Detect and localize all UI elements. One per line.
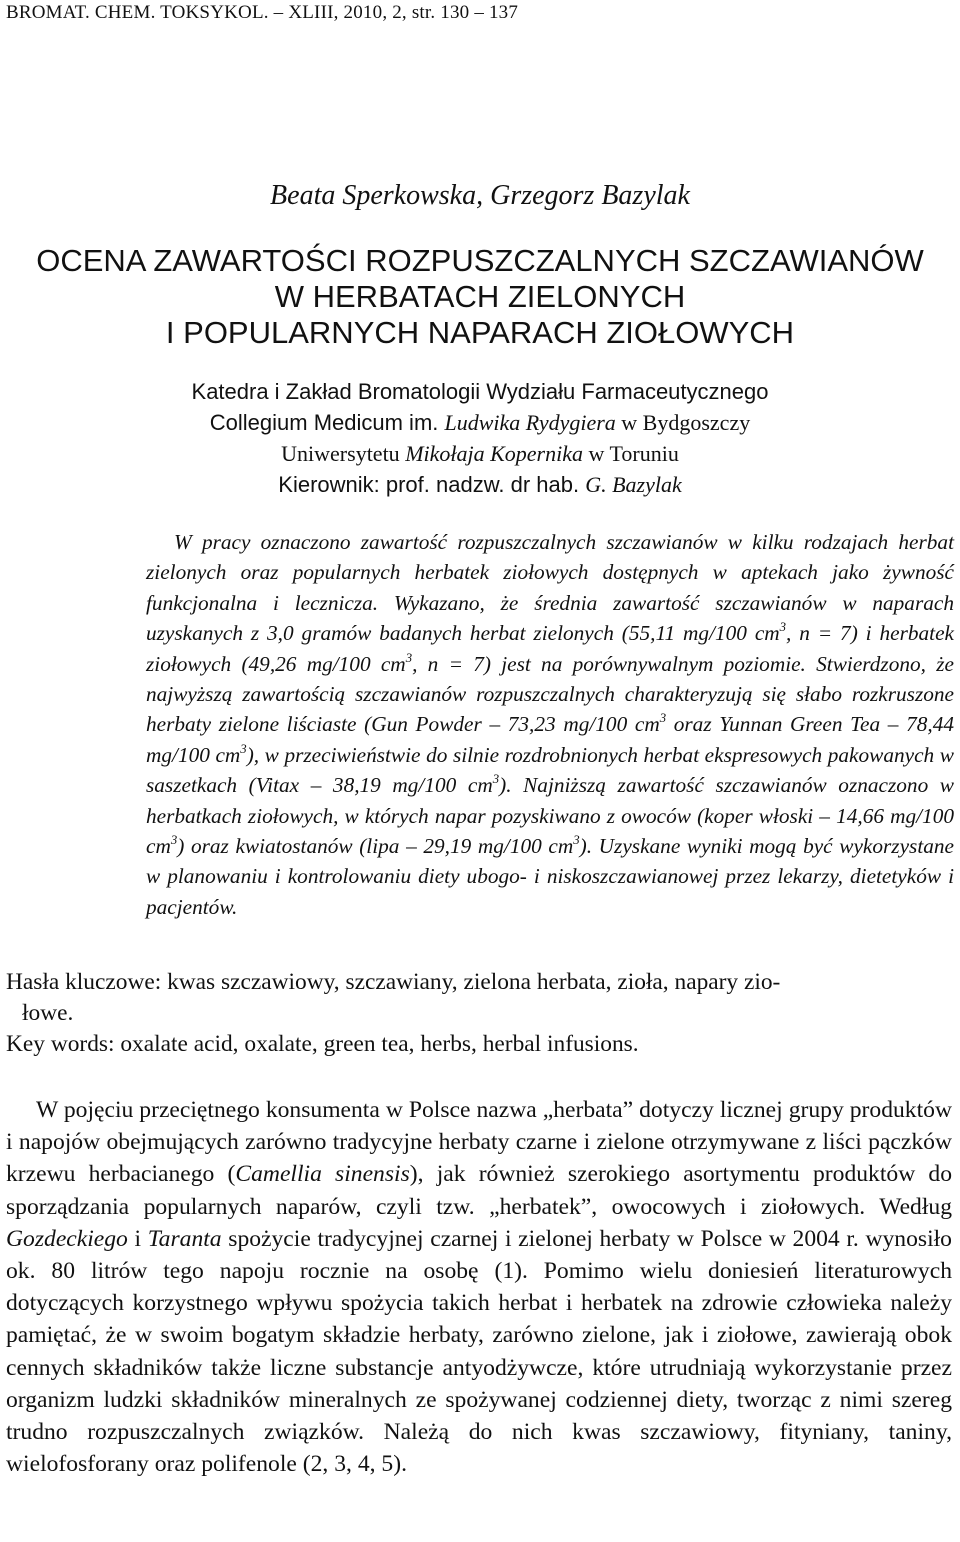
abstract-paragraph	[146, 527, 954, 922]
superscript: 3	[492, 772, 500, 787]
keywords-pl-continuation: łowe.	[22, 1000, 74, 1026]
species-name: Camellia sinensis	[235, 1161, 410, 1188]
head-name: G. Bazylak	[585, 472, 682, 497]
title-line: W HERBATACH ZIELONYCH	[274, 279, 686, 314]
body-text	[6, 1094, 952, 1480]
affiliation-text: Uniwersytetu	[281, 441, 406, 466]
body-paragraph	[6, 1094, 952, 1480]
abstract-text: ). Najniższą zawartość szczawianów oznaczono w herbatkach ziołowych, w których napar pozyskiwano z owoców (koper włoski – 14,66 mg/100 cm	[146, 773, 954, 859]
article-title	[0, 243, 960, 351]
affiliation	[0, 376, 960, 500]
abstract-text: , n = 7) jest na porównywalnym poziomie. Stwierdzono, że najwyższą zawartością szczawianów rozpuszczalnych charakteryzują się słabo rozkruszone herbaty zielone liściaste (Gun Powder – 73,23 mg/100 cm	[146, 651, 954, 737]
affiliation-text: Kierownik: prof. nadzw. dr hab.	[278, 472, 586, 497]
affiliation-line	[0, 469, 960, 500]
superscript: 3	[573, 833, 580, 848]
abstract-text: , n = 7) i herbatek ziołowych (49,26 mg/100 cm	[146, 621, 954, 676]
affiliation-line	[0, 407, 960, 438]
body-text-run: spożycie tradycyjnej czarnej i zielonej herbaty w Polsce w 2004 r. wynosiło ok. 80 litrów tego napoju rocznie na osobę (1). Pomimo wielu doniesień literaturowych dotyczących korzystnego wpływu spożycia takich herbat i herbatek na zdrowie człowieka należy pamiętać, że w swoim bogatym składzie herbaty, zarówno zielone, jak i ziołowe, zawierają obok cennych składników także liczne substancje antyodżywcze, które utrudniają wykorzystanie przez organizm ludzki składników mineralnych ze spożywanej codziennej diety, tworząc z nimi szereg trudno rozpuszczalnych związków. Należą do nich kwas szczawiowy, fityniany, taniny, wielofosforany oraz polifenole (2, 3, 4, 5).	[6, 1225, 952, 1478]
affiliation-text: w Toruniu	[583, 441, 679, 466]
abstract-text: ), w przeciwieństwie do silnie rozdrobnionych herbat ekspresowych pakowanych w saszetkach (Vitax – 38,19 mg/100 cm	[146, 742, 954, 798]
affiliation-line	[0, 438, 960, 469]
abstract-text: ) oraz kwiatostanów (lipa – 29,19 mg/100 cm	[177, 834, 574, 859]
superscript: 3	[170, 833, 178, 848]
superscript: 3	[405, 650, 413, 665]
body-text-run: W pojęciu przeciętnego konsumenta w Polsce nazwa „herbata” dotyczy licznej grupy produktów i napojów obejmujących zarówno tradycyjne herbaty czarne i zielone otrzymywane z liści pączków krzewu herbacianego (	[6, 1097, 952, 1188]
abstract-text: oraz Yunnan Green Tea – 78,44 mg/100 cm	[146, 712, 954, 767]
affiliation-name: Ludwika Rydygiera	[444, 410, 616, 435]
abstract	[146, 527, 954, 922]
affiliation-text: Collegium Medicum im.	[209, 410, 445, 435]
title-line: OCENA ZAWARTOŚCI ROZPUSZCZALNYCH SZCZAWIANÓW	[36, 243, 924, 278]
journal-header: BROMAT. CHEM. TOKSYKOL. – XLIII, 2010, 2, str. 130 – 137	[6, 2, 519, 23]
abstract-text: W pracy oznaczono zawartość rozpuszczalnych szczawianów w kilku rodzajach herbat zielonych oraz popularnych herbatek ziołowych dostępnych w aptekach jako żywność funkcjonalna i lecznicza. Wykazano, że średnia zawartość szczawianów w naparach uzyskanych z 3,0 gramów badanych herbat zielonych (55,11 mg/100 cm	[146, 530, 954, 646]
body-text-run: i	[127, 1225, 148, 1252]
title-line: I POPULARNYCH NAPARACH ZIOŁOWYCH	[165, 315, 795, 350]
affiliation-line: Katedra i Zakład Bromatologii Wydziału Farmaceutycznego	[191, 379, 769, 404]
body-text-run: ), jak również szerokiego asortymentu produktów do sporządzania popularnych naparów, czyli tzw. „herbatek”, owocowych i ziołowych. Według	[6, 1161, 952, 1220]
author-name: Taranta	[147, 1225, 222, 1252]
abstract-text: ). Uzyskane wyniki mogą być wykorzystane w planowaniu i kontrolowaniu diety ubogo- i niskoszczawianowej przez lekarzy, dietetyków i pacjentów.	[146, 834, 954, 919]
keywords-section	[6, 967, 952, 1060]
authors: Beata Sperkowska, Grzegorz Bazylak	[270, 180, 690, 211]
superscript: 3	[779, 620, 787, 635]
affiliation-name: Mikołaja Kopernika	[405, 441, 583, 466]
author-name: Gozdeckiego	[6, 1225, 128, 1252]
superscript: 3	[659, 711, 667, 726]
keywords-pl: Hasła kluczowe: kwas szczawiowy, szczawiany, zielona herbata, zioła, napary zio-	[6, 969, 781, 995]
keywords-en: Key words: oxalate acid, oxalate, green tea, herbs, herbal infusions.	[6, 1031, 639, 1057]
superscript: 3	[240, 741, 247, 756]
affiliation-text: w Bydgoszczy	[615, 410, 751, 435]
